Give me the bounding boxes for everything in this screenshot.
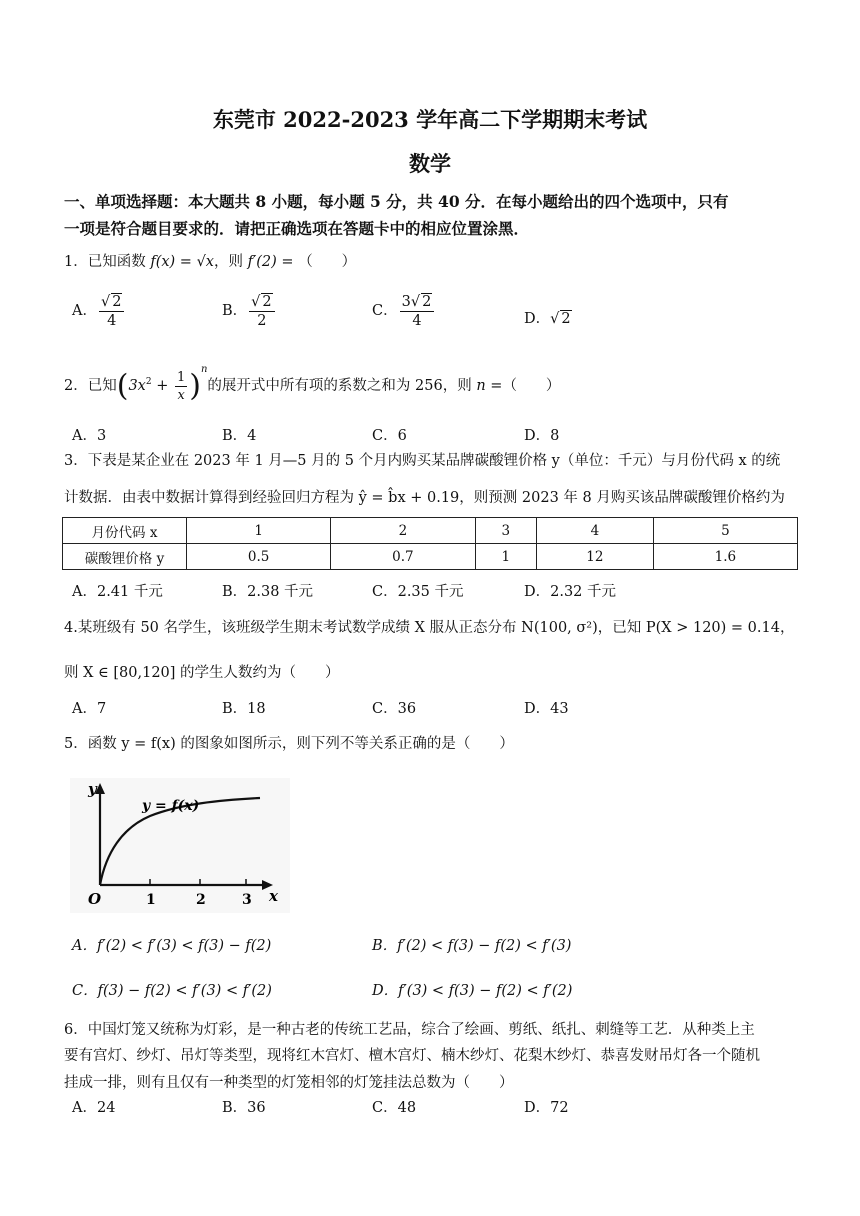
q5-stem: 5．函数 y = f(x) 的图象如图所示，则下列不等关系正确的是（ ） — [64, 736, 514, 752]
q5-option-a[interactable]: A．f′(2) < f′(3) < f(3) − f(2) — [72, 938, 272, 954]
table-cell: 碳酸锂价格 y — [63, 544, 187, 570]
table-cell: 0.7 — [331, 544, 475, 570]
q3-data-table — [62, 517, 798, 570]
q2-option-d[interactable]: D．8 — [524, 428, 560, 444]
q3-option-b[interactable]: B．2.38 千元 — [222, 584, 314, 600]
q4-stem-line2: 则 X ∈ [80,120] 的学生人数约为（ ） — [64, 665, 340, 681]
q5-function-graph — [70, 778, 290, 913]
table-cell: 12 — [537, 544, 654, 570]
q3-stem-line1: 3．下表是某企业在 2023 年 1 月—5 月的 5 个月内购买某品牌碳酸锂价格 y（单位：千元）与月份代码 x 的统 — [64, 453, 781, 469]
tick-label: 1 — [146, 892, 156, 908]
x-axis-label: x — [269, 887, 278, 905]
table-cell: 月份代码 x — [63, 518, 187, 544]
tick-label: 3 — [242, 892, 252, 908]
subject-title: 数学 — [409, 151, 451, 176]
q1-ask: f′(2) = — [247, 254, 299, 270]
exam-title: 东莞市 2022-2023 学年高二下学期期末考试 — [212, 107, 648, 132]
q5-option-c[interactable]: C．f(3) − f(2) < f′(3) < f′(2) — [72, 983, 272, 999]
q1-option-c[interactable]: C． $\frac{3√ 2}{4}$ — [372, 293, 436, 329]
q5-option-d[interactable]: D．f′(3) < f(3) − f(2) < f′(2) — [372, 983, 573, 999]
origin-label: O — [88, 890, 102, 908]
q2-stem: 2．已知($3x^2$ + $\frac{1}{x}$ )$^n$的展开式中所有项的系数之和为 256，则 n =（ ） — [64, 364, 561, 404]
tick-label: 2 — [196, 892, 206, 908]
table-cell: 1.6 — [653, 544, 797, 570]
q1-stem: 1．已知函数 f(x) = √x，则 f′(2) = （ ） — [64, 254, 357, 270]
table-cell: 5 — [653, 518, 797, 544]
table-row — [63, 544, 798, 570]
q3-option-a[interactable]: A．2.41 千元 — [72, 584, 163, 600]
table-cell: 4 — [537, 518, 654, 544]
table-row — [63, 518, 798, 544]
table-cell: 0.5 — [187, 544, 331, 570]
curve-label: y = f(x) — [142, 798, 200, 814]
section1-instructions-line2: 一项是符合题目要求的．请把正确选项在答题卡中的相应位置涂黑． — [64, 219, 530, 238]
q6-option-b[interactable]: B．36 — [222, 1100, 266, 1116]
q2-option-a[interactable]: A．3 — [72, 428, 107, 444]
q1-option-a[interactable]: A． $\frac{√ 2}{4}$ — [72, 293, 126, 329]
y-axis-label: y — [88, 780, 97, 798]
table-cell: 3 — [475, 518, 537, 544]
q3-option-c[interactable]: C．2.35 千元 — [372, 584, 464, 600]
q6-option-c[interactable]: C．48 — [372, 1100, 417, 1116]
q4-option-a[interactable]: A．7 — [72, 701, 107, 717]
q4-stem-line1: 4.某班级有 50 名学生，该班级学生期末考试数学成绩 X 服从正态分布 N(100, σ²)，已知 P(X > 120) = 0.14， — [64, 620, 795, 636]
q6-option-d[interactable]: D．72 — [524, 1100, 569, 1116]
q2-option-c[interactable]: C．6 — [372, 428, 407, 444]
q6-stem-line3: 挂成一排，则有且仅有一种类型的灯笼相邻的灯笼挂法总数为（ ） — [64, 1075, 514, 1091]
q5-option-b[interactable]: B．f′(2) < f(3) − f(2) < f′(3) — [372, 938, 572, 954]
q1-function: f(x) = √x — [150, 254, 214, 270]
q3-option-d[interactable]: D．2.32 千元 — [524, 584, 617, 600]
q6-stem-line2: 要有宫灯、纱灯、吊灯等类型，现将红木宫灯、檀木宫灯、楠木纱灯、花梨木纱灯、恭喜发财吊灯各一个随机 — [64, 1048, 760, 1064]
section1-instructions-line1: 一、单项选择题：本大题共 8 小题，每小题 5 分，共 40 分．在每小题给出的四个选项中，只有 — [64, 192, 729, 211]
q4-option-b[interactable]: B．18 — [222, 701, 266, 717]
q1-option-b[interactable]: B． $\frac{√ 2}{2}$ — [222, 293, 277, 329]
q4-option-d[interactable]: D．43 — [524, 701, 569, 717]
table-cell: 1 — [187, 518, 331, 544]
q1-option-d[interactable]: D．√ 2 — [524, 311, 571, 327]
q6-stem-line1: 6．中国灯笼又统称为灯彩，是一种古老的传统工艺品，综合了绘画、剪纸、纸扎、刺缝等工艺．从种类上主 — [64, 1022, 755, 1038]
q3-stem-line2: 计数据．由表中数据计算得到经验回归方程为 ŷ = b̂x + 0.19，则预测 2023 年 8 月购买该品牌碳酸锂价格约为 — [64, 490, 785, 506]
q6-option-a[interactable]: A．24 — [72, 1100, 116, 1116]
table-cell: 1 — [475, 544, 537, 570]
q4-option-c[interactable]: C．36 — [372, 701, 417, 717]
q2-option-b[interactable]: B．4 — [222, 428, 257, 444]
table-cell: 2 — [331, 518, 475, 544]
